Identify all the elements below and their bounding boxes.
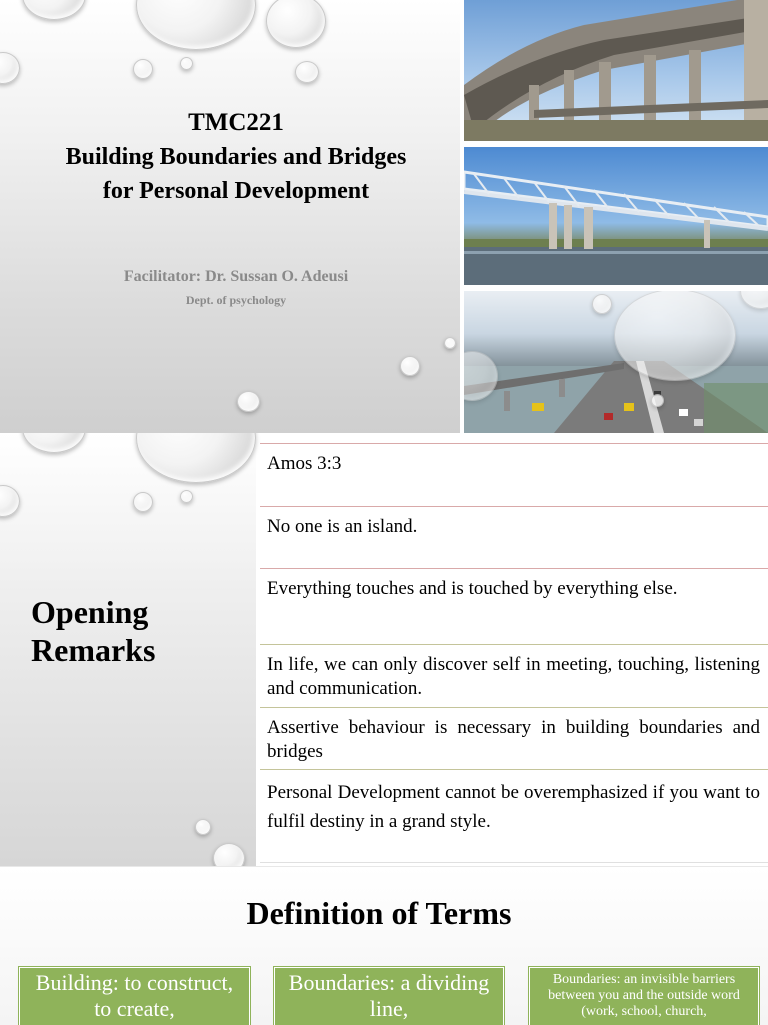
truss-bridge-illustration [464,147,768,285]
water-drop-decoration [195,819,211,835]
water-drop-decoration [266,0,326,48]
remark-row: Personal Development cannot be overemphasized if you want to fulfil destiny in a grand style. [260,769,768,863]
remark-row: Amos 3:3 [260,443,768,506]
facilitator-name: Facilitator: Dr. Sussan O. Adeusi [123,268,349,285]
presentation-title [10,106,462,208]
water-drop-decoration [213,843,245,866]
title-line-2: for Personal Development [102,178,370,204]
water-drop-decoration [22,433,86,453]
definition-box-boundaries: Boundaries: a dividing line, [274,967,504,1025]
opening-remarks-heading [31,593,251,669]
course-code: TMC221 [188,109,284,136]
bridge-photo-1 [464,0,768,141]
definition-box-building: Building: to construct, to create, [19,967,250,1025]
remark-row: Everything touches and is touched by everything else. [260,568,768,644]
heading-line-2: Remarks [31,632,156,668]
bridge-underside-illustration [464,0,768,141]
remarks-table [260,443,768,863]
department-name: Dept. of psychology [185,293,287,307]
water-drop-decoration [400,356,420,376]
water-drop-decoration [133,59,153,79]
water-drop-decoration [592,294,612,314]
remark-row: In life, we can only discover self in meeting, touching, listening and communication. [260,644,768,707]
title-slide [0,0,768,433]
definition-box-boundaries-invisible: Boundaries: an invisible barriers between you and the outside word (work, school, church, [529,967,759,1025]
opening-remarks-slide [0,433,768,866]
water-drop-decoration [180,490,193,503]
water-drop-decoration [651,394,664,407]
definition-of-terms-slide [0,866,768,1025]
definition-heading: Definition of Terms [246,895,512,931]
water-drop-decoration [133,492,153,512]
bridge-photo-2 [464,147,768,285]
water-drop-decoration [295,61,319,83]
water-drop-decoration [614,291,736,381]
water-drop-decoration [136,0,256,50]
title-line-1: Building Boundaries and Bridges [65,144,407,170]
water-drop-decoration [22,0,86,20]
remark-row: Assertive behaviour is necessary in building boundaries and bridges [260,707,768,769]
bridge-photo-3 [464,291,768,433]
water-drop-decoration [444,337,456,349]
water-drop-decoration [180,57,193,70]
water-drop-decoration [0,52,20,84]
water-drop-decoration [136,433,256,483]
water-drop-decoration [237,391,260,412]
remark-row: No one is an island. [260,506,768,568]
water-drop-decoration [0,485,20,517]
heading-line-1: Opening [31,594,149,630]
title-slide-background [0,0,460,433]
